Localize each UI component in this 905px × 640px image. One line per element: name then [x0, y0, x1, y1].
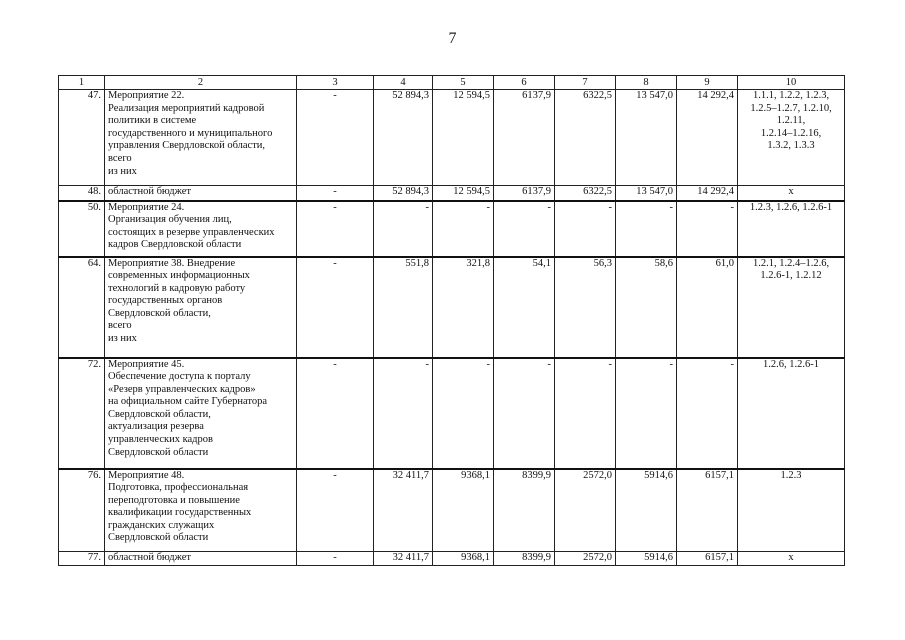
activity-name-line: Свердловской области	[108, 446, 209, 458]
amount-2026-cell: -	[555, 358, 616, 469]
activity-name-line: Мероприятие 24.	[108, 201, 185, 213]
table-row	[59, 552, 845, 566]
target-indicator-line: 1.3.2, 1.3.3	[767, 140, 815, 152]
amount-col3-cell: -	[297, 186, 374, 201]
header-cell: 10	[738, 76, 845, 90]
row-number-cell: 47.	[59, 90, 105, 186]
activity-name-line: из них	[108, 165, 137, 177]
table-row	[59, 90, 845, 186]
activity-name-line: политики в системе	[108, 115, 197, 127]
amount-2025-cell: 54,1	[494, 257, 555, 358]
activity-name-line: государственного и муниципального	[108, 127, 273, 139]
amount-2025-cell: -	[494, 201, 555, 257]
target-indicator-line: 1.2.3, 1.2.6, 1.2.6-1	[749, 201, 833, 213]
amount-2027-cell: 13 547,0	[616, 186, 677, 201]
amount-2025-cell: -	[494, 358, 555, 469]
row-number-cell: 50.	[59, 201, 105, 257]
table-row	[59, 358, 845, 469]
row-number-cell: 76.	[59, 469, 105, 552]
amount-2027-cell: 5914,6	[616, 469, 677, 552]
activity-name-line: всего	[108, 152, 132, 164]
amount-2024-cell: 12 594,5	[433, 186, 494, 201]
amount-2028-cell: 6157,1	[677, 469, 738, 552]
activity-name-line: кадров Свердловской области	[108, 239, 242, 251]
header-cell: 6	[494, 76, 555, 90]
activity-name-line: Мероприятие 38. Внедрение	[108, 257, 236, 269]
target-indicators-cell	[738, 90, 845, 186]
amount-2024-cell: 9368,1	[433, 469, 494, 552]
total-amount-cell: -	[374, 358, 433, 469]
target-indicator-line: х	[788, 552, 794, 563]
target-indicator-line: х	[788, 186, 794, 197]
amount-2028-cell: -	[677, 201, 738, 257]
amount-2027-cell: -	[616, 201, 677, 257]
amount-col3-cell: -	[297, 469, 374, 552]
program-table	[58, 75, 845, 566]
activity-name-line: Организация обучения лиц,	[108, 214, 232, 226]
amount-2027-cell: 13 547,0	[616, 90, 677, 186]
activity-name-cell	[105, 201, 297, 257]
activity-name-cell	[105, 469, 297, 552]
total-amount-cell: 32 411,7	[374, 552, 433, 566]
target-indicator-line: 1.2.14–1.2.16,	[760, 127, 822, 139]
activity-name-line: Мероприятие 22.	[108, 90, 185, 101]
amount-2028-cell: 6157,1	[677, 552, 738, 566]
amount-2026-cell: 56,3	[555, 257, 616, 358]
amount-2024-cell: 9368,1	[433, 552, 494, 566]
row-number-cell: 48.	[59, 186, 105, 201]
amount-2024-cell: -	[433, 201, 494, 257]
row-number-cell: 72.	[59, 358, 105, 469]
target-indicators-cell	[738, 469, 845, 552]
target-indicators-cell	[738, 552, 845, 566]
activity-name-cell	[105, 90, 297, 186]
activity-name-line: гражданских служащих	[108, 519, 215, 531]
amount-2024-cell: 12 594,5	[433, 90, 494, 186]
activity-name-line: всего	[108, 320, 132, 332]
header-cell: 9	[677, 76, 738, 90]
activity-name-line: квалификации государственных	[108, 507, 252, 519]
header-cell: 7	[555, 76, 616, 90]
target-indicators-cell	[738, 257, 845, 358]
header-cell: 4	[374, 76, 433, 90]
amount-2028-cell: 61,0	[677, 257, 738, 358]
activity-name-line: Свердловской области	[108, 532, 209, 544]
total-amount-cell: 551,8	[374, 257, 433, 358]
activity-name-line: Свердловской области,	[108, 307, 211, 319]
amount-2027-cell: 58,6	[616, 257, 677, 358]
amount-col3-cell: -	[297, 358, 374, 469]
amount-2026-cell: -	[555, 201, 616, 257]
target-indicator-line: 1.2.5–1.2.7, 1.2.10,	[750, 102, 832, 114]
activity-name-cell	[105, 257, 297, 358]
header-row	[59, 76, 845, 90]
table-row	[59, 469, 845, 552]
activity-name-line: Мероприятие 45.	[108, 358, 185, 370]
amount-2026-cell: 6322,5	[555, 186, 616, 201]
activity-name-line: состоящих в резерве управленческих	[108, 226, 275, 238]
activity-name-line: областной бюджет	[108, 552, 191, 563]
total-amount-cell: 52 894,3	[374, 186, 433, 201]
activity-name-cell	[105, 358, 297, 469]
activity-name-line: переподготовка и повышение	[108, 494, 240, 506]
target-indicators-cell	[738, 201, 845, 257]
header-cell: 1	[59, 76, 105, 90]
total-amount-cell: 32 411,7	[374, 469, 433, 552]
header-cell: 3	[297, 76, 374, 90]
header-cell: 8	[616, 76, 677, 90]
amount-2025-cell: 6137,9	[494, 90, 555, 186]
amount-2024-cell: 321,8	[433, 257, 494, 358]
amount-2028-cell: -	[677, 358, 738, 469]
activity-name-line: областной бюджет	[108, 186, 191, 197]
target-indicators-cell	[738, 358, 845, 469]
activity-name-line: на официальном сайте Губернатора	[108, 396, 267, 408]
target-indicator-line: 1.2.1, 1.2.4–1.2.6,	[752, 257, 830, 269]
page-number: 7	[448, 30, 457, 47]
amount-col3-cell: -	[297, 552, 374, 566]
activity-name-line: Свердловской области,	[108, 408, 211, 420]
amount-2027-cell: -	[616, 358, 677, 469]
activity-name-line: технологий в кадровую работу	[108, 282, 246, 294]
activity-name-line: государственных органов	[108, 295, 223, 307]
amount-2026-cell: 6322,5	[555, 90, 616, 186]
activity-name-line: из них	[108, 333, 137, 345]
activity-name-line: управленческих кадров	[108, 434, 213, 446]
activity-name-line: актуализация резерва	[108, 421, 204, 433]
activity-name-line: современных информационных	[108, 270, 250, 282]
amount-2025-cell: 8399,9	[494, 469, 555, 552]
activity-name-cell	[105, 552, 297, 566]
target-indicator-line: 1.2.3	[780, 469, 802, 481]
activity-name-line: управления Свердловской области,	[108, 140, 266, 152]
target-indicator-line: 1.2.6-1, 1.2.12	[760, 270, 822, 282]
amount-2027-cell: 5914,6	[616, 552, 677, 566]
activity-name-cell	[105, 186, 297, 201]
target-indicators-cell	[738, 186, 845, 201]
activity-name-line: Подготовка, профессиональная	[108, 482, 249, 494]
total-amount-cell: -	[374, 201, 433, 257]
amount-2025-cell: 6137,9	[494, 186, 555, 201]
amount-2026-cell: 2572,0	[555, 469, 616, 552]
table-row	[59, 257, 845, 358]
row-number-cell: 77.	[59, 552, 105, 566]
activity-name-line: Реализация мероприятий кадровой	[108, 102, 265, 114]
activity-name-line: «Резерв управленческих кадров»	[108, 383, 256, 395]
total-amount-cell: 52 894,3	[374, 90, 433, 186]
target-indicator-line: 1.1.1, 1.2.2, 1.2.3,	[752, 90, 830, 101]
activity-name-line: Обеспечение доступа к порталу	[108, 371, 251, 383]
amount-col3-cell: -	[297, 201, 374, 257]
table-row	[59, 186, 845, 201]
target-indicator-line: 1.2.6, 1.2.6-1	[763, 358, 819, 370]
header-cell: 2	[105, 76, 297, 90]
amount-2026-cell: 2572,0	[555, 552, 616, 566]
amount-col3-cell: -	[297, 257, 374, 358]
amount-2025-cell: 8399,9	[494, 552, 555, 566]
amount-col3-cell: -	[297, 90, 374, 186]
table-row	[59, 201, 845, 257]
amount-2024-cell: -	[433, 358, 494, 469]
target-indicator-line: 1.2.11,	[776, 115, 806, 127]
activity-name-line: Мероприятие 48.	[108, 469, 185, 481]
header-cell: 5	[433, 76, 494, 90]
amount-2028-cell: 14 292,4	[677, 186, 738, 201]
amount-2028-cell: 14 292,4	[677, 90, 738, 186]
row-number-cell: 64.	[59, 257, 105, 358]
